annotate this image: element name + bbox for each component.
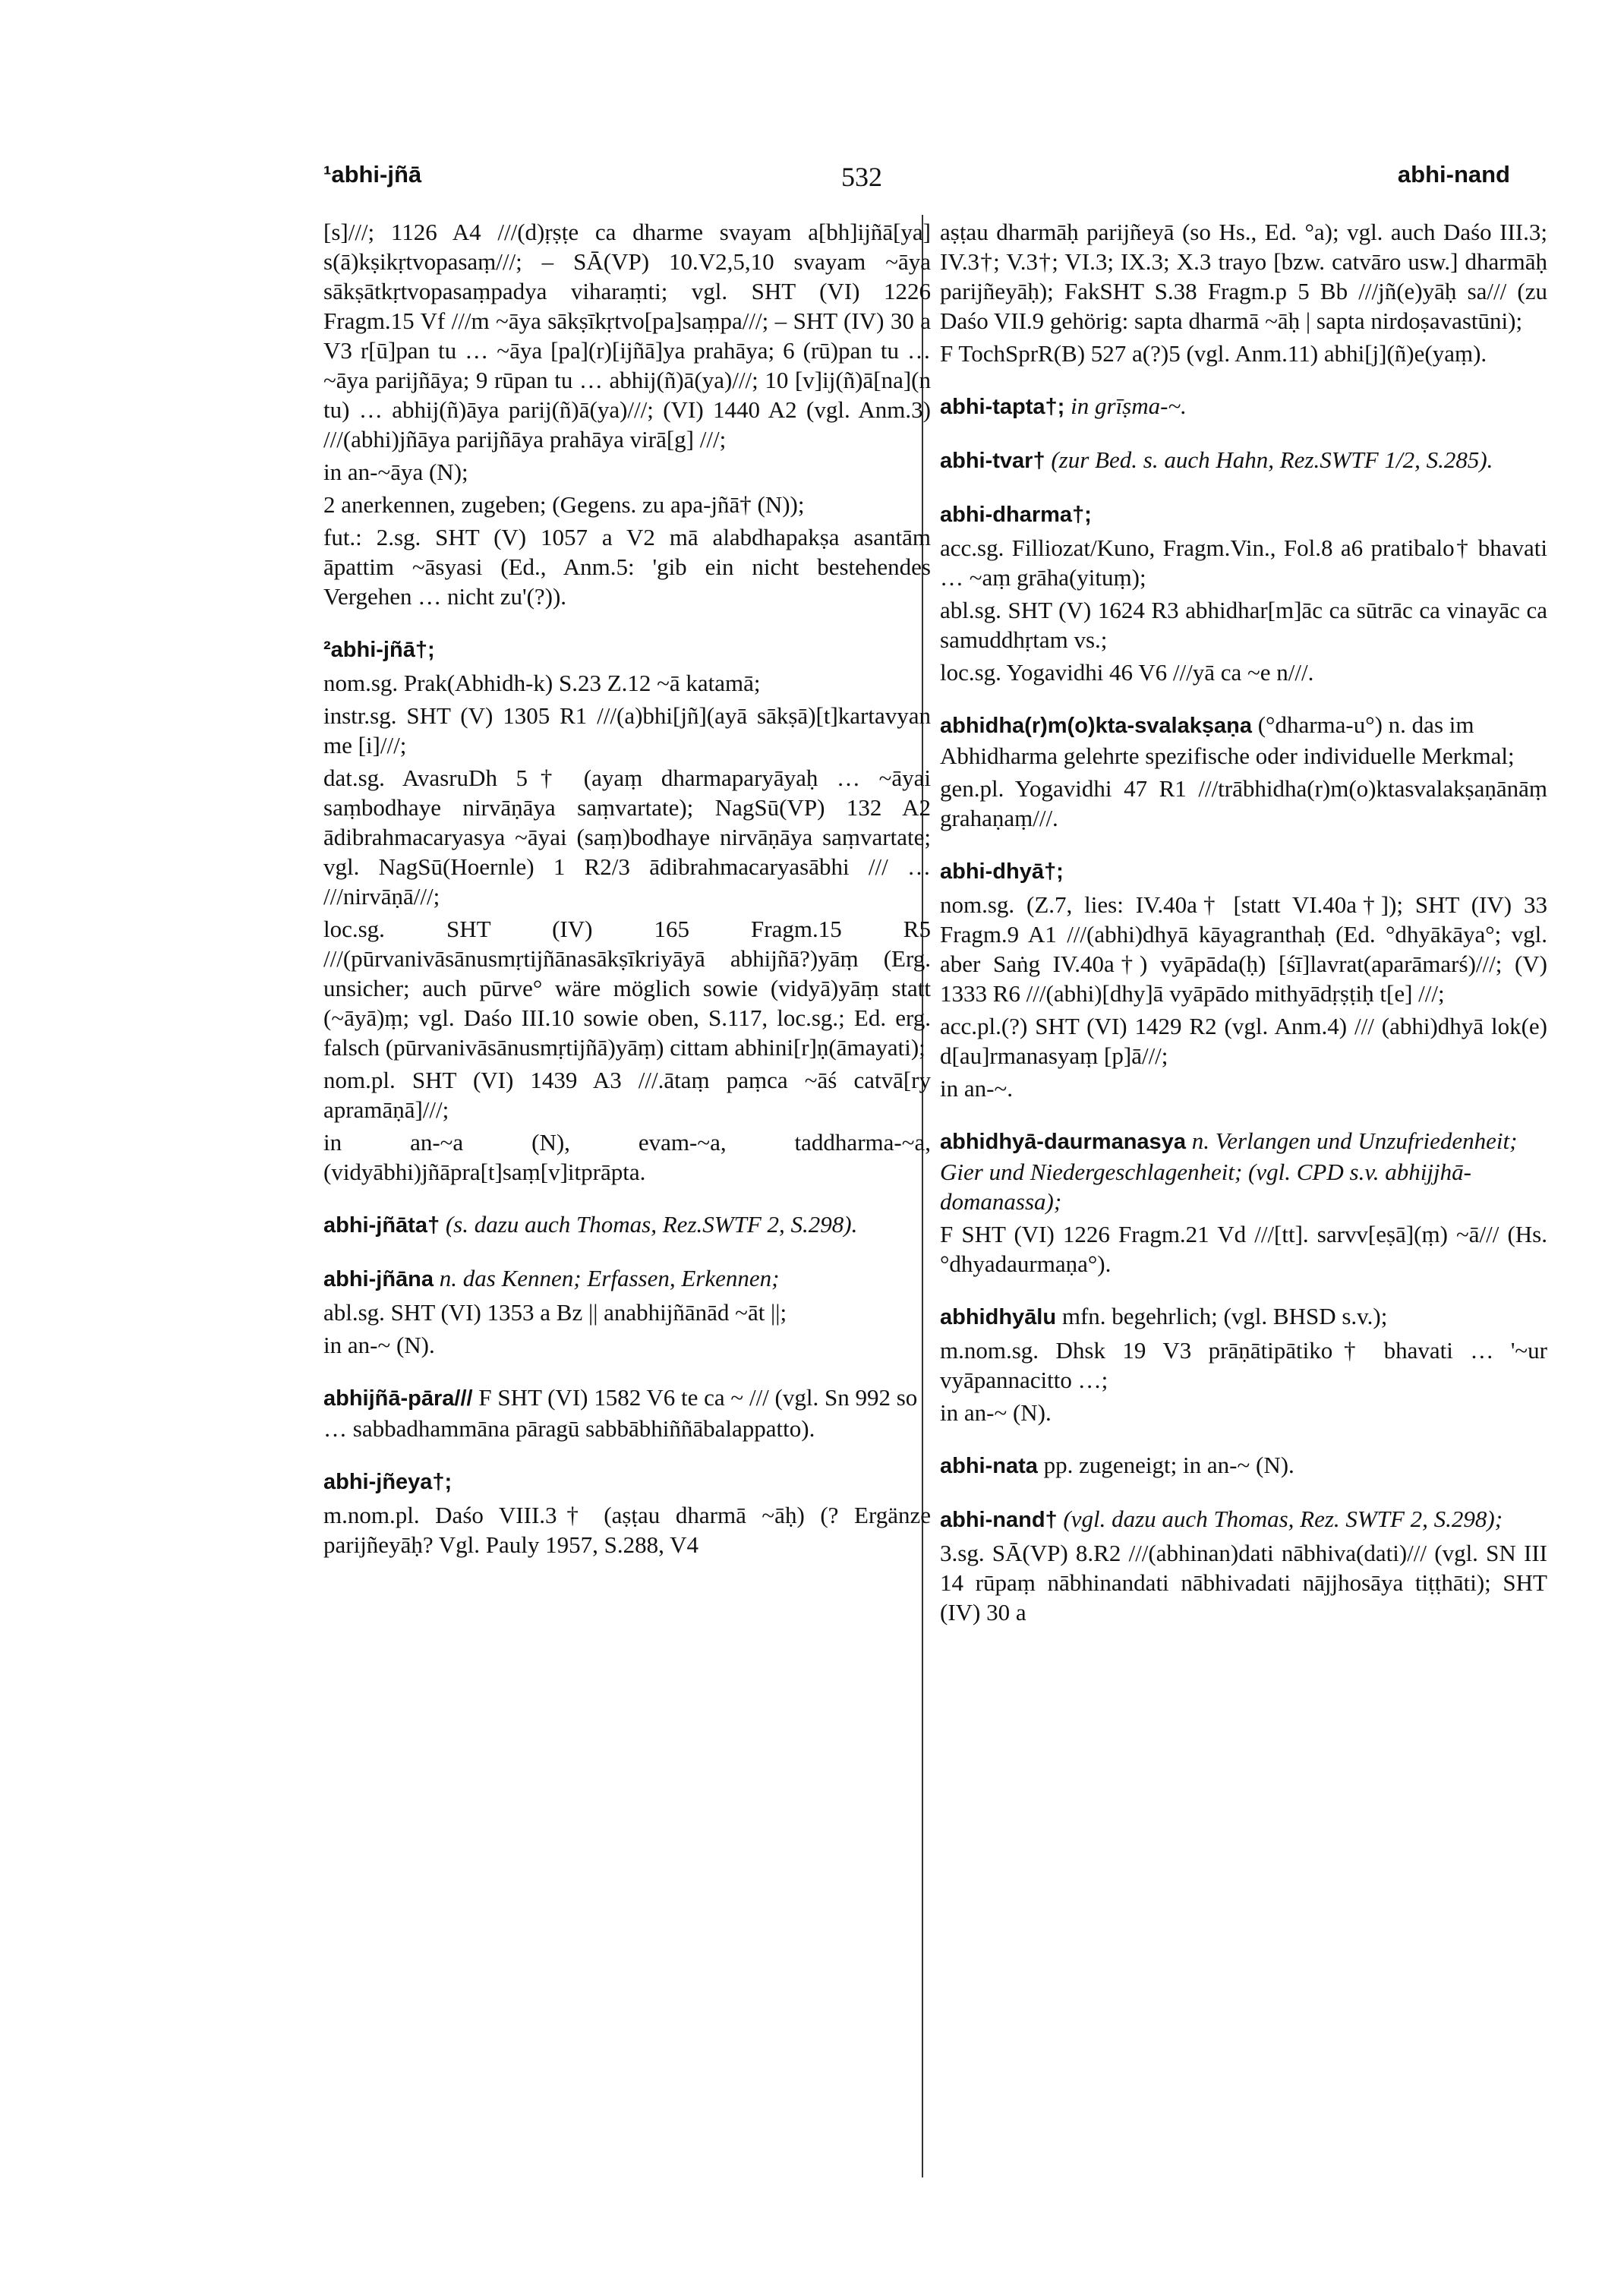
entry-text: in an-~ (N). — [940, 1399, 1052, 1426]
headword: abhi-dhyā†; — [940, 859, 1064, 884]
entry-text: F SHT (VI) 1582 V6 te ca ~ /// (vgl. Sn 992 so … sabbadhammāna pāragū sabbābhiññābalappatto). — [323, 1384, 918, 1442]
entry-abhidharmokta-svalaksana — [940, 710, 1547, 833]
headword: abhi-jñeya†; — [323, 1470, 453, 1494]
headword: abhidha(r)m(o)kta-svalakṣaṇa — [940, 714, 1252, 738]
entry-text: F TochSprR(B) 527 a(?)5 (vgl. Anm.11) abhi[j](ñ)e(yaṃ). — [940, 340, 1487, 367]
headword: abhi-nand† — [940, 1508, 1058, 1532]
entry-text: in an-~a (N), evam-~a, taddharma-~a, (vidyābhi)jñāpra[t]saṃ[v]itprāpta. — [323, 1129, 931, 1185]
entry-text: (zur Bed. s. auch Hahn, Rez.SWTF 1/2, S.285). — [1051, 446, 1493, 473]
entry-text: abl.sg. SHT (V) 1624 R3 abhidhar[m]āc ca sūtrāc ca vinayāc ca samuddhṛtam vs.; — [940, 597, 1547, 653]
entry-text: in grīṣma-~. — [1071, 393, 1187, 419]
entry-text: [s]///; 1126 A4 ///(d)ṛṣṭe ca dharme svayam a[bh]ijñā[ya] s(ā)kṣikṛtvopasaṃ///; – SĀ(VP) 10.V2,5,10 svayam ~āya sākṣātkṛtvopasaṃpadya viharaṃti; vgl. SHT (VI) 1226 Fragm.15 Vf ///m ~āya sākṣīkṛtvo[pa]saṃpa///; – SHT (IV) 30 a V3 r[ū]pan tu … ~āya [pa](r)[ijñā]ya prahāya; 6 (rū)pan tu … ~āya parijñāya; 9 rūpan tu … abhij(ñ)ā(ya)///; 10 [v]ij(ñ)ā[na](n tu) … abhij(ñ)āya parij(ñ)ā(ya)///; (VI) 1440 A2 (vgl. Anm.3) ///(abhi)jñāya parijñāya prahāya virā[g] ///; — [323, 219, 931, 453]
headword: abhi-jñāta† — [323, 1213, 440, 1238]
left-column — [323, 217, 931, 1582]
running-head-right: abhi-nand — [1397, 161, 1510, 188]
running-head-left: ¹abhi-jñā — [323, 161, 422, 188]
entry-text: (s. dazu auch Thomas, Rez.SWTF 2, S.298). — [445, 1211, 858, 1238]
headword: abhi-nata — [940, 1454, 1038, 1478]
entry-abhi-tvar — [940, 445, 1547, 476]
entry-abhijna-para — [323, 1383, 931, 1443]
headword: abhi-jñāna — [323, 1267, 434, 1291]
headword: ²abhi-jñā†; — [323, 638, 435, 662]
entry-text: m.nom.sg. Dhsk 19 V3 prāṇātipātiko† bhavati … '~ur vyāpannacitto …; — [940, 1337, 1547, 1393]
entry-text: n. das Kennen; Erfassen, Erkennen; — [439, 1265, 780, 1291]
entry-abhi-jneya — [323, 1466, 931, 1559]
entry-text: acc.pl.(?) SHT (VI) 1429 R2 (vgl. Anm.4) /// (abhi)dhyā lok(e) d[au]rmanasyaṃ [p]ā///; — [940, 1013, 1547, 1069]
entry-text: fut.: 2.sg. SHT (V) 1057 a V2 mā alabdhapakṣa asantām āpattim ~āsyasi (Ed., Anm.5: 'gib ein nicht bestehendes Vergehen … nicht zu'(?)). — [323, 524, 931, 610]
entry-text: mfn. begehrlich; (vgl. BHSD s.v.); — [1061, 1303, 1388, 1329]
entry-continuation — [323, 217, 931, 611]
headword: abhi-tvar† — [940, 449, 1045, 473]
right-column — [940, 217, 1547, 1650]
entry-text: instr.sg. SHT (V) 1305 R1 ///(a)bhi[jñ](ayā sākṣā)[t]kartavyan me [i]///; — [323, 702, 931, 758]
entry-text: n. Verlangen und Unzufriedenheit; Gier und Niedergeschlagenheit; (vgl. CPD s.v. abhijjhā-domanassa); — [940, 1127, 1518, 1215]
entry-abhi-jnana — [323, 1263, 931, 1360]
headword: abhijñā-pāra/// — [323, 1386, 473, 1411]
entry-abhidhyalu — [940, 1301, 1547, 1427]
entry-text: loc.sg. SHT (IV) 165 Fragm.15 R5 ///(pūrvanivāsānusmṛtijñānasākṣīkriyāyā abhijñā?)yāṃ (Erg. unsicher; auch pūrve° wäre möglich sowie (vidyā)yāṃ statt (~āyā)ṃ; vgl. Daśo III.10 sowie oben, S.117, loc.sg.; Ed. erg. falsch (pūrvanivāsānusmṛtijñā)yāṃ) cittam abhini[r]ṇ(āmayati); — [323, 916, 931, 1061]
headword: abhidhyālu — [940, 1305, 1057, 1329]
headword: abhidhyā-daurmanasya — [940, 1130, 1186, 1154]
entry-text: gen.pl. Yogavidhi 47 R1 ///trābhidha(r)m(o)ktasvalakṣaṇānāṃ grahaṇaṃ///. — [940, 775, 1547, 831]
entry-abhi-nata — [940, 1450, 1547, 1481]
entry-text: in an-~. — [940, 1075, 1013, 1102]
entry-abhidhya-daurmanasya — [940, 1126, 1547, 1279]
entry-abhi-nand — [940, 1504, 1547, 1627]
entry-abhi-tapta — [940, 391, 1547, 422]
entry-text: in an-~ (N). — [323, 1332, 435, 1358]
entry-text: nom.sg. (Z.7, lies: IV.40a† [statt VI.40a†]); SHT (IV) 33 Fragm.9 A1 ///(abhi)dhyā kāyagranthaḥ (Ed. °dhyākāya°; vgl. aber Saṅg IV.40a†) vyāpāda(ḥ) [śī]lavrat(aparāmarś)///; (V) 1333 R6 ///(abhi)[dhy]ā vyāpādo mithyādṛṣṭiḥ t[e] ///; — [940, 891, 1547, 1007]
entry-text: acc.sg. Filliozat/Kuno, Fragm.Vin., Fol.8 a6 pratibalo† bhavati … ~aṃ grāha(yituṃ); — [940, 534, 1547, 591]
page-number: 532 — [841, 162, 882, 192]
entry-text: F SHT (VI) 1226 Fragm.21 Vd ///[tt]. sarvv[eṣā](ṃ) ~ā/// (Hs. °dhyadaurmaṇa°). — [940, 1221, 1547, 1277]
entry-abhi-dhya — [940, 856, 1547, 1103]
entry-text: pp. zugeneigt; in an-~ (N). — [1043, 1452, 1294, 1478]
entry-abhi-jnata — [323, 1209, 931, 1241]
entry-text: nom.pl. SHT (VI) 1439 A3 ///.ātaṃ paṃca ~āś catvā[ry apramāṇā]///; — [323, 1067, 931, 1123]
entry-text: in an-~āya (N); — [323, 459, 468, 485]
entry-text: abl.sg. SHT (VI) 1353 a Bz || anabhijñānād ~āt ||; — [323, 1299, 787, 1326]
entry-text: 2 anerkennen, zugeben; (Gegens. zu apa-jñā† (N)); — [323, 491, 805, 518]
entry-text: (vgl. dazu auch Thomas, Rez. SWTF 2, S.298); — [1063, 1506, 1503, 1532]
entry-text: (°dharma-u°) n. das im Abhidharma gelehrte spezifische oder individuelle Merkmal; — [940, 711, 1515, 769]
entry-abhi-dharma — [940, 499, 1547, 687]
headword: abhi-tapta†; — [940, 395, 1065, 419]
entry-text: dat.sg. AvasruDh 5† (ayaṃ dharmaparyāyaḥ … ~āyai saṃbodhaye nirvāṇāya saṃvartate); NagSū(VP) 132 A2 ādibrahmacaryasya ~āyai (saṃ)bodhaye nirvāṇāya saṃvartate; vgl. NagSū(Hoernle) 1 R2/3 ādibrahmacaryasābhi /// … ///nirvāṇā///; — [323, 765, 931, 910]
entry-text: m.nom.pl. Daśo VIII.3† (aṣṭau dharmā ~āḥ) (? Ergänze parijñeyāḥ? Vgl. Pauly 1957, S.288, V4 — [323, 1502, 931, 1558]
entry-abhi-jna-2 — [323, 634, 931, 1187]
entry-text: aṣṭau dharmāḥ parijñeyā (so Hs., Ed. °a); vgl. auch Daśo III.3; IV.3†; V.3†; VI.3; IX.3; X.3 trayo [bzw. catvāro usw.] dharmāḥ parijñeyāḥ); FakSHT S.38 Fragm.p 5 Bb ///jñ(e)yāḥ sa/// (zu Daśo VII.9 gehörig: sapta dharmā ~āḥ | sapta nirdoṣavastūni); — [940, 219, 1547, 334]
entry-continuation — [940, 217, 1547, 368]
entry-text: nom.sg. Prak(Abhidh-k) S.23 Z.12 ~ā katamā; — [323, 670, 761, 696]
entry-text: 3.sg. SĀ(VP) 8.R2 ///(abhinan)dati nābhiva(dati)/// (vgl. SN III 14 rūpaṃ nābhinandati nābhivadati nājjhosāya tiṭṭhāti); SHT (IV) 30 a — [940, 1540, 1547, 1626]
headword: abhi-dharma†; — [940, 503, 1092, 527]
entry-text: loc.sg. Yogavidhi 46 V6 ///yā ca ~e n///. — [940, 659, 1314, 686]
